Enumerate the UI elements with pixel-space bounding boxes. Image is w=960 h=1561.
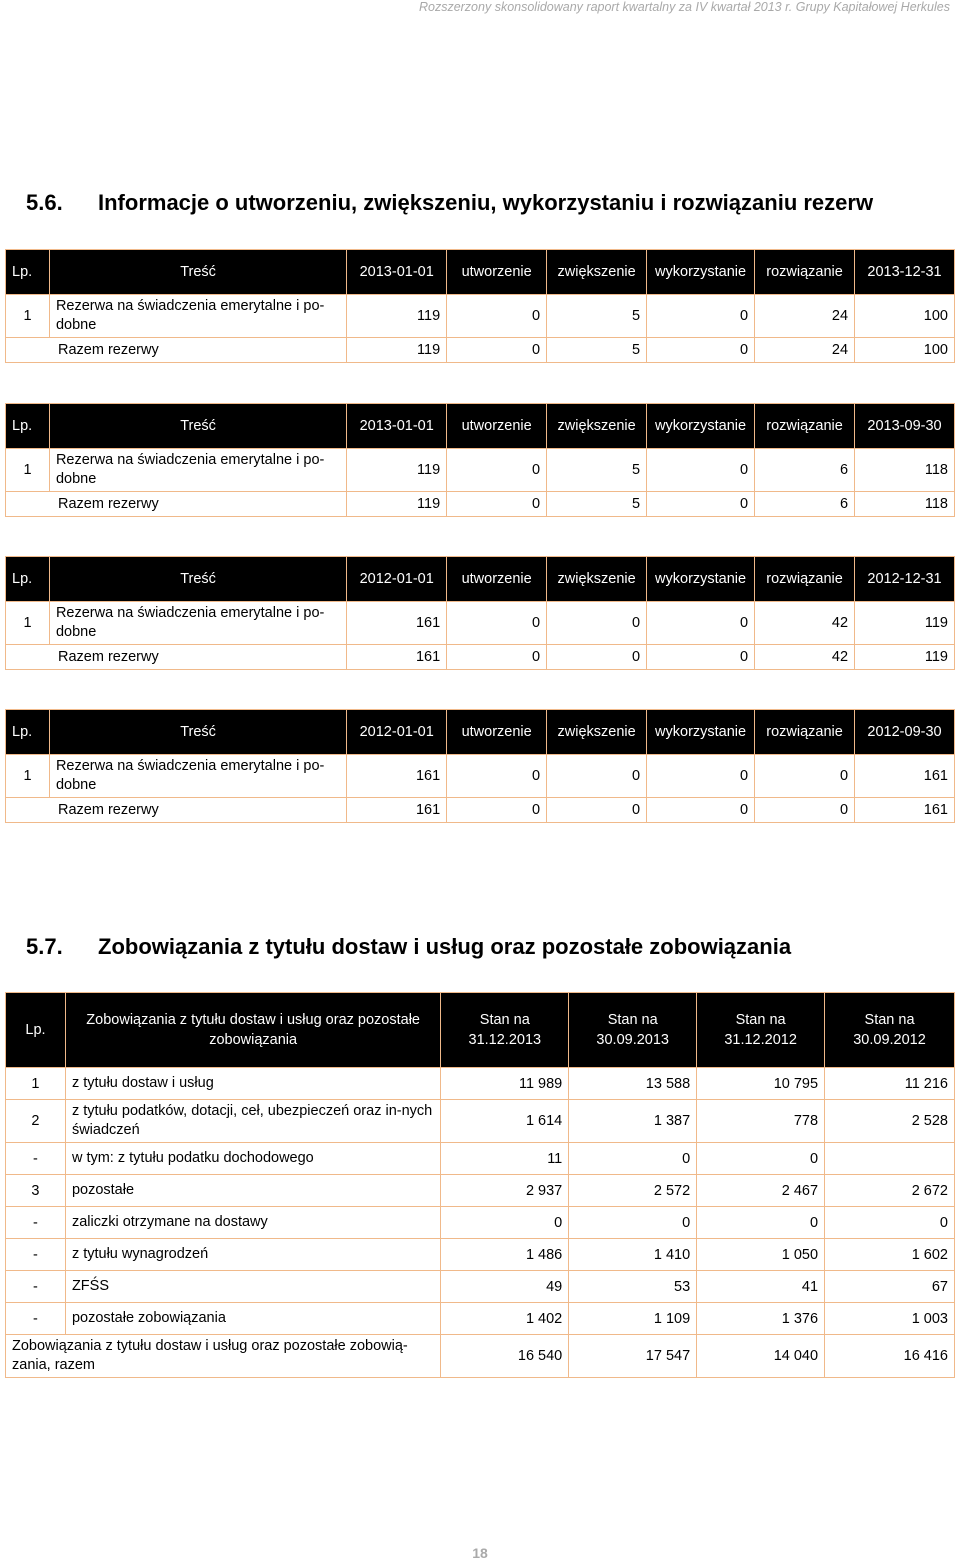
cell-total-desc: Razem rezerwy [6,645,347,670]
cell-desc: Rezerwa na świadczenia emerytalne i po-dobne [49,295,346,338]
cell-value: 42 [755,645,855,670]
cell-value: 1 003 [825,1303,955,1335]
section-heading-5-7 [26,934,791,960]
cell-value: 0 [447,295,547,338]
cell-value [825,1143,955,1175]
cell-value: 0 [547,755,647,798]
col-header-end: 2012-12-31 [855,557,955,602]
cell-value: 49 [441,1271,569,1303]
cell-value: 119 [347,449,447,492]
cell-value: 11 216 [825,1068,955,1100]
cell-desc: z tytułu podatków, dotacji, ceł, ubezpieczeń oraz in-nych świadczeń [65,1100,440,1143]
table-row [6,1175,955,1207]
cell-value: 0 [447,338,547,363]
cell-value: 0 [755,755,855,798]
cell-value: 16 416 [825,1335,955,1378]
cell-value: 119 [855,602,955,645]
cell-value: 0 [447,755,547,798]
cell-lp: - [6,1207,66,1239]
table-row [6,1239,955,1271]
col-header-lp: Lp. [6,404,50,449]
cell-value: 5 [547,338,647,363]
col-header-desc: Zobowiązania z tytułu dostaw i usług oraz pozostałe zobowiązania [65,993,440,1068]
table-total-row [6,338,955,363]
col-header-created: utworzenie [447,250,547,295]
cell-value: 0 [547,645,647,670]
col-header-increased: zwiększenie [547,710,647,755]
table-row [6,1271,955,1303]
col-header-desc: Treść [49,557,346,602]
cell-value: 53 [569,1271,697,1303]
col-header-used: wykorzystanie [647,404,755,449]
cell-value: 67 [825,1271,955,1303]
page-header: Rozszerzony skonsolidowany raport kwartalny za IV kwartał 2013 r. Grupy Kapitałowej Herkules [418,0,950,14]
cell-value: 0 [647,338,755,363]
cell-value: 0 [825,1207,955,1239]
col-header-desc: Treść [49,404,346,449]
section-title: Informacje o utworzeniu, zwiększeniu, wykorzystaniu i rozwiązaniu rezerw [98,190,874,215]
table-total-row [6,645,955,670]
cell-desc: Rezerwa na świadczenia emerytalne i po-dobne [49,602,346,645]
cell-lp: 1 [6,449,50,492]
col-header-released: rozwiązanie [755,710,855,755]
table-row [6,1068,955,1100]
col-header-lp: Lp. [6,993,66,1068]
cell-value: 0 [697,1143,825,1175]
cell-value: 2 937 [441,1175,569,1207]
col-header-increased: zwiększenie [547,404,647,449]
col-header-used: wykorzystanie [647,710,755,755]
table-row [6,1303,955,1335]
cell-lp: 2 [6,1100,66,1143]
cell-desc: Rezerwa na świadczenia emerytalne i po-dobne [49,755,346,798]
cell-value: 1 402 [441,1303,569,1335]
col-header-used: wykorzystanie [647,557,755,602]
cell-value: 1 376 [697,1303,825,1335]
col-header-2012-12: Stan na 31.12.2012 [697,993,825,1068]
cell-value: 11 [441,1143,569,1175]
col-header-created: utworzenie [447,710,547,755]
cell-lp: 1 [6,602,50,645]
cell-value: 0 [547,602,647,645]
cell-value: 0 [647,645,755,670]
cell-lp: 3 [6,1175,66,1207]
table-row [6,1100,955,1143]
cell-value: 1 410 [569,1239,697,1271]
cell-value: 100 [855,338,955,363]
col-header-released: rozwiązanie [755,404,855,449]
cell-lp: - [6,1303,66,1335]
cell-value: 1 614 [441,1100,569,1143]
table-total-row [6,798,955,823]
col-header-2013-12: Stan na 31.12.2013 [441,993,569,1068]
section-number: 5.7. [26,934,63,959]
reserve-table-2013-09 [5,403,955,517]
col-header-increased: zwiększenie [547,557,647,602]
cell-value: 1 387 [569,1100,697,1143]
liabilities-table [5,992,955,1378]
section-number: 5.6. [26,190,63,215]
cell-value: 5 [547,492,647,517]
cell-value: 0 [447,645,547,670]
cell-value: 0 [647,295,755,338]
cell-value: 100 [855,295,955,338]
cell-value: 6 [755,492,855,517]
cell-value: 0 [647,798,755,823]
cell-total-desc: Razem rezerwy [6,798,347,823]
table-row [6,602,955,645]
cell-value: 41 [697,1271,825,1303]
cell-value: 0 [447,798,547,823]
col-header-start: 2013-01-01 [347,250,447,295]
cell-value: 119 [347,338,447,363]
col-header-desc: Treść [49,710,346,755]
col-header-lp: Lp. [6,710,50,755]
cell-value: 13 588 [569,1068,697,1100]
cell-value: 2 528 [825,1100,955,1143]
reserve-table-2012-09 [5,709,955,823]
cell-value: 2 572 [569,1175,697,1207]
cell-value: 42 [755,602,855,645]
cell-value: 16 540 [441,1335,569,1378]
col-header-increased: zwiększenie [547,250,647,295]
col-header-released: rozwiązanie [755,557,855,602]
cell-total-desc: Razem rezerwy [6,338,347,363]
cell-value: 0 [647,492,755,517]
cell-value: 118 [855,449,955,492]
cell-value: 161 [347,798,447,823]
cell-value: 118 [855,492,955,517]
cell-value: 0 [647,449,755,492]
col-header-start: 2012-01-01 [347,710,447,755]
cell-value: 6 [755,449,855,492]
table-header-row [6,710,955,755]
col-header-start: 2012-01-01 [347,557,447,602]
cell-lp: 1 [6,295,50,338]
cell-value: 161 [347,645,447,670]
cell-value: 1 050 [697,1239,825,1271]
cell-value: 5 [547,449,647,492]
cell-value: 119 [347,492,447,517]
cell-lp: - [6,1271,66,1303]
col-header-lp: Lp. [6,250,50,295]
cell-value: 161 [855,755,955,798]
cell-value: 161 [855,798,955,823]
col-header-desc: Treść [49,250,346,295]
cell-value: 14 040 [697,1335,825,1378]
cell-value: 10 795 [697,1068,825,1100]
cell-value: 161 [347,755,447,798]
cell-value: 5 [547,295,647,338]
table-header-row [6,250,955,295]
cell-value: 2 467 [697,1175,825,1207]
cell-desc: pozostałe zobowiązania [65,1303,440,1335]
cell-value: 24 [755,338,855,363]
col-header-used: wykorzystanie [647,250,755,295]
cell-lp: - [6,1143,66,1175]
col-header-2013-09: Stan na 30.09.2013 [569,993,697,1068]
cell-value: 0 [547,798,647,823]
cell-desc: pozostałe [65,1175,440,1207]
cell-lp: - [6,1239,66,1271]
cell-value: 0 [447,602,547,645]
col-header-created: utworzenie [447,557,547,602]
table-header-row [6,557,955,602]
col-header-2012-09: Stan na 30.09.2012 [825,993,955,1068]
table-total-row [6,492,955,517]
cell-value: 778 [697,1100,825,1143]
cell-value: 2 672 [825,1175,955,1207]
cell-total-desc: Zobowiązania z tytułu dostaw i usług oraz pozostałe zobowią-zania, razem [6,1335,441,1378]
page-number: 18 [472,1545,488,1561]
cell-desc: w tym: z tytułu podatku dochodowego [65,1143,440,1175]
cell-value: 1 602 [825,1239,955,1271]
cell-value: 0 [447,449,547,492]
col-header-start: 2013-01-01 [347,404,447,449]
cell-value: 24 [755,295,855,338]
cell-value: 0 [697,1207,825,1239]
cell-total-desc: Razem rezerwy [6,492,347,517]
col-header-created: utworzenie [447,404,547,449]
table-row [6,1143,955,1175]
col-header-end: 2012-09-30 [855,710,955,755]
cell-value: 161 [347,602,447,645]
cell-desc: ZFŚS [65,1271,440,1303]
cell-value: 1 486 [441,1239,569,1271]
cell-value: 0 [647,602,755,645]
cell-desc: zaliczki otrzymane na dostawy [65,1207,440,1239]
table-header-row [6,993,955,1068]
col-header-lp: Lp. [6,557,50,602]
col-header-end: 2013-12-31 [855,250,955,295]
table-header-row [6,404,955,449]
reserve-table-2012-12 [5,556,955,670]
table-row [6,295,955,338]
table-row [6,1207,955,1239]
cell-value: 17 547 [569,1335,697,1378]
cell-desc: z tytułu dostaw i usług [65,1068,440,1100]
cell-desc: z tytułu wynagrodzeń [65,1239,440,1271]
section-title: Zobowiązania z tytułu dostaw i usług oraz pozostałe zobowiązania [98,934,792,959]
col-header-released: rozwiązanie [755,250,855,295]
cell-lp: 1 [6,755,50,798]
col-header-end: 2013-09-30 [855,404,955,449]
cell-value: 119 [347,295,447,338]
cell-desc: Rezerwa na świadczenia emerytalne i po-dobne [49,449,346,492]
cell-value: 0 [647,755,755,798]
cell-value: 0 [569,1143,697,1175]
cell-value: 0 [441,1207,569,1239]
cell-value: 119 [855,645,955,670]
cell-value: 1 109 [569,1303,697,1335]
table-row [6,755,955,798]
reserve-table-2013-12 [5,249,955,363]
cell-value: 0 [447,492,547,517]
table-row [6,449,955,492]
cell-value: 0 [755,798,855,823]
section-heading-5-6 [26,190,873,216]
cell-lp: 1 [6,1068,66,1100]
cell-value: 0 [569,1207,697,1239]
table-total-row [6,1335,955,1378]
cell-value: 11 989 [441,1068,569,1100]
